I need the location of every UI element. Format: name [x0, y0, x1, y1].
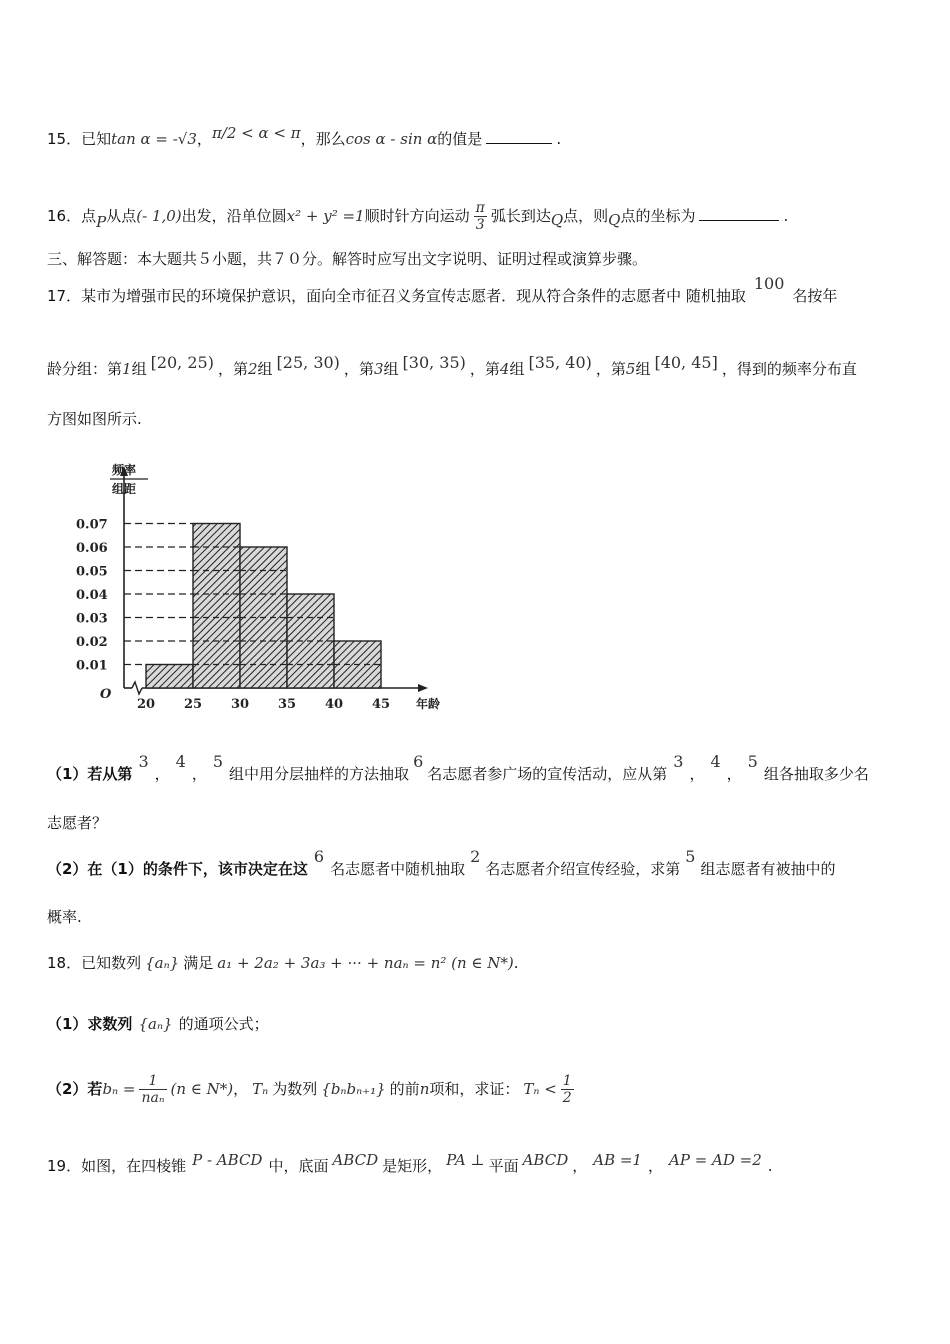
x-tick-label: 35: [278, 697, 297, 712]
q16-fraction: [474, 200, 487, 233]
q19-comma-1: ，: [572, 1157, 588, 1175]
q16-text-g: 点的坐标为: [620, 207, 696, 225]
q16-text-c: 出发，沿单位圆: [181, 207, 287, 225]
q17-1-label: （1）若从第: [47, 765, 133, 783]
q18-text-b: 满足: [183, 954, 214, 972]
q18-2-t: Tₙ: [252, 1080, 269, 1098]
y-tick-label: 0.06: [76, 541, 108, 556]
q18-1-seq: {aₙ}: [138, 1015, 173, 1033]
y-tick-label: 0.04: [76, 588, 108, 603]
x-tick-label: 30: [231, 697, 250, 712]
q17-g4: 4: [499, 360, 510, 378]
y-tick-label: 0.01: [76, 658, 108, 674]
q15-text-c: 的值是: [437, 130, 483, 148]
q16-answer-blank: [699, 219, 779, 221]
q19-text-b: 中，底面: [268, 1157, 329, 1175]
y-tick-label: 0.05: [76, 564, 108, 580]
q17-interval-5: [40, 45]: [654, 353, 718, 372]
q19-math-pyr: P - ABCD: [192, 1151, 263, 1169]
q17-line2-end: ，得到的频率分布直: [721, 360, 857, 378]
q17-1-sep3: ，: [689, 765, 705, 783]
q15-math-range: π/2 < α < π: [211, 124, 301, 142]
q18-2-half-num: 1: [562, 1073, 572, 1089]
x-tick-label: 25: [184, 697, 203, 712]
q17-1-text-a: 组中用分层抽样的方法抽取: [229, 765, 410, 783]
q17-word-group-5: 组: [635, 360, 651, 378]
q16-frac-den: 3: [475, 217, 485, 233]
q16-end: .: [783, 207, 789, 225]
q17-di-4: 第: [484, 360, 500, 378]
q17-line3: 方图如图所示.: [47, 410, 142, 428]
q17-num-100: 100: [753, 274, 785, 293]
q17-1-n3b: 3: [673, 752, 684, 771]
q15-answer-blank: [486, 142, 552, 144]
q19-end: .: [767, 1157, 773, 1175]
q17-di-3: 第: [358, 360, 374, 378]
frequency-histogram: [70, 458, 460, 720]
q17-2-n5: 5: [685, 847, 696, 866]
q17-g3: 3: [373, 360, 384, 378]
q17-di-2: 第: [232, 360, 248, 378]
q19-math-perp: PA ⊥: [446, 1151, 485, 1169]
section-3-heading: 三、解答题：本大题共５小题，共７０分。解答时应写出文字说明、证明过程或演算步骤。: [47, 250, 648, 268]
q18-2-comma: ，: [233, 1080, 249, 1098]
q19-text-a: 如图，在四棱锥: [81, 1157, 187, 1175]
q17-g2: 2: [247, 360, 258, 378]
q18-seq: {aₙ}: [145, 954, 180, 972]
q17-age-groups: [47, 353, 857, 379]
q19-number: 19．: [47, 1157, 82, 1175]
q17-1-text-c: 组各抽取多少名: [763, 765, 869, 783]
q18-2-text-a: 为数列: [272, 1080, 318, 1098]
q17-word-group-2: 组: [257, 360, 273, 378]
y-axis-label-top: 频率: [112, 463, 137, 477]
q15-text-a: 已知: [81, 130, 112, 148]
q18-1-label: （1）求数列: [47, 1015, 133, 1033]
q18-2-label: （2）若: [47, 1080, 103, 1098]
q17-1-sep2: ，: [191, 765, 207, 783]
q16-math-q: Q: [550, 211, 564, 229]
q17-interval-4: [35, 40): [528, 353, 592, 372]
question-18: [47, 952, 519, 973]
q15-number: 15．: [47, 130, 82, 148]
q15-math-tan: tan α = -√3: [111, 130, 197, 148]
q17-g1: 1: [122, 360, 132, 378]
q17-2-label: （2）在（1）的条件下，该市决定在这: [47, 860, 308, 878]
x-axis-label: 年龄: [416, 697, 441, 711]
q17-1-n6: 6: [413, 752, 424, 771]
q18-number: 18．: [47, 954, 82, 972]
q18-2-text-b: 的前: [389, 1080, 420, 1098]
q18-part-2: [47, 1073, 578, 1106]
q19-math-plane: ABCD: [522, 1151, 569, 1169]
q17-g5: 5: [625, 360, 636, 378]
question-15: 15．已知tan α = -√3，π/2 < α < π，那么cos α - sin α的值是 .: [47, 124, 562, 148]
q17-2-text-c: 组志愿者有被抽中的: [700, 860, 836, 878]
q18-2-text-c: 项和，求证：: [429, 1080, 520, 1098]
y-tick-label: 0.03: [76, 611, 108, 627]
q17-1-n5b: 5: [747, 752, 758, 771]
q18-part-1: [47, 1013, 269, 1034]
q19-comma-2: ，: [647, 1157, 663, 1175]
q18-2-n: n: [419, 1080, 430, 1098]
q18-2-half-den: 2: [562, 1090, 572, 1106]
question-19: [47, 1151, 773, 1176]
q17-1-sep1: ，: [154, 765, 170, 783]
q15-math-expr: cos α - sin α: [345, 130, 438, 148]
q17-word-group-1: 组: [131, 360, 147, 378]
y-tick-label: 0.07: [76, 517, 108, 533]
q17-2-line2: 概率.: [47, 908, 82, 926]
q16-number: 16．: [47, 207, 82, 225]
question-17: [47, 274, 838, 306]
q17-number: 17．: [47, 287, 82, 305]
q17-interval-2: [25, 30): [276, 353, 340, 372]
q18-2-half: [561, 1073, 574, 1106]
x-tick-label: 45: [372, 697, 391, 712]
q17-text-b: 名按年: [792, 287, 838, 305]
q17-2-text-b: 名志愿者介绍宣传经验，求第: [485, 860, 681, 878]
q17-1-n4: 4: [175, 752, 186, 771]
q16-math-circle: x² + y² =1: [286, 207, 365, 225]
q17-line2-a: 龄分组：第: [47, 360, 123, 378]
histogram-bar: [146, 665, 193, 689]
q19-math-ab: AB =1: [593, 1151, 642, 1169]
question-16: [47, 200, 788, 233]
q16-text-a: 点: [81, 207, 97, 225]
q16-text-f: 点，则: [563, 207, 609, 225]
q16-frac-num: π: [475, 200, 485, 216]
q18-end: .: [513, 954, 519, 972]
q15-end: .: [556, 130, 562, 148]
x-axis-break: [132, 682, 142, 694]
q19-text-c: 是矩形，: [382, 1157, 443, 1175]
x-axis-arrow: [418, 684, 428, 692]
y-tick-label: 0.02: [76, 635, 108, 650]
x-tick-label: 40: [325, 697, 344, 712]
q17-1-line2: 志愿者？: [47, 814, 108, 832]
q18-formula: a₁ + 2a₂ + 3a₃ + ··· + naₙ = n² (n ∈ N*): [217, 954, 514, 972]
q19-math-ap: AP = AD =2: [669, 1151, 762, 1169]
x-tick-label: 20: [137, 697, 156, 712]
q17-comma-4: ，: [595, 360, 611, 378]
q18-2-b: bₙ =: [102, 1080, 136, 1098]
q17-interval-1: [20, 25): [150, 353, 214, 372]
q17-comma-3: ，: [469, 360, 485, 378]
q19-text-d: 平面: [488, 1157, 519, 1175]
q19-math-base: ABCD: [332, 1151, 379, 1169]
origin-label: O: [100, 687, 112, 702]
q16-math-point: (- 1,0): [136, 207, 182, 225]
q17-interval-3: [30, 35): [402, 353, 466, 372]
q16-math-p: P: [96, 213, 107, 231]
q17-comma-1: ，: [217, 360, 233, 378]
q18-2-t2: Tₙ <: [523, 1080, 557, 1098]
q18-1-text: 的通项公式；: [178, 1015, 269, 1033]
q16-text-e: 弧长到达: [490, 207, 551, 225]
q18-2-frac-num: 1: [139, 1073, 166, 1090]
q18-2-frac-den: naₙ: [141, 1090, 165, 1106]
q17-1-n3: 3: [138, 752, 149, 771]
q16-math-q2: Q: [608, 211, 621, 229]
q16-text-b: 从点: [106, 207, 137, 225]
q17-2-n6: 6: [313, 847, 325, 866]
q17-1-text-b: 名志愿者参广场的宣传活动，应从第: [427, 765, 668, 783]
q15-text-b: ，那么: [300, 130, 346, 148]
q18-text-a: 已知数列: [81, 954, 142, 972]
y-axis-label-bottom: 组距: [112, 482, 137, 496]
q17-1-n4b: 4: [710, 752, 721, 771]
q17-word-group-4: 组: [509, 360, 525, 378]
q17-part-1: [47, 752, 869, 784]
q17-comma-2: ，: [343, 360, 359, 378]
q17-text-a: 某市为增强市民的环境保护意识，面向全市征召义务宣传志愿者．现从符合条件的志愿者中 随机抽取: [81, 287, 746, 305]
q18-2-seq: {bₙbₙ₊₁}: [321, 1080, 386, 1098]
q17-1-n5: 5: [212, 752, 224, 771]
q18-2-fraction: [139, 1073, 166, 1106]
q17-2-text-a: 名志愿者中随机抽取: [330, 860, 466, 878]
histogram-bar: [193, 524, 240, 689]
q17-part-2: [47, 847, 836, 879]
q18-2-cond: (n ∈ N*): [170, 1080, 234, 1098]
q17-di-5: 第: [610, 360, 626, 378]
q17-word-group-3: 组: [383, 360, 399, 378]
q17-1-sep4: ，: [726, 765, 742, 783]
q17-2-n2: 2: [470, 847, 481, 866]
q16-text-d: 顺时针方向运动: [364, 207, 470, 225]
